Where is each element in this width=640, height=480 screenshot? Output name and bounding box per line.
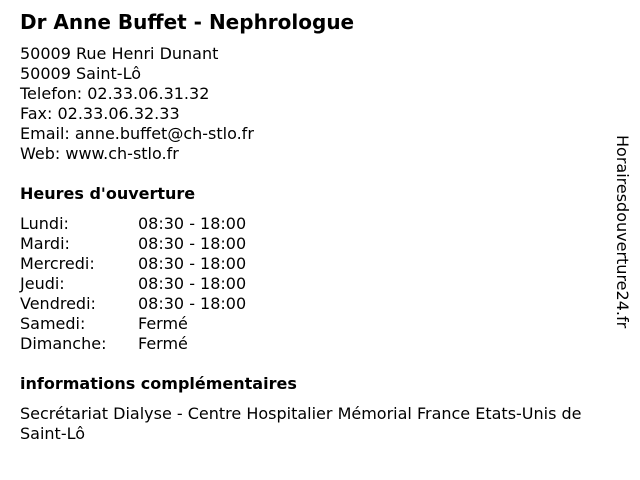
page-title: Dr Anne Buffet - Nephrologue [20, 10, 355, 34]
day-label: Lundi: [20, 214, 69, 233]
time-value: Fermé [138, 334, 188, 353]
time-value: 08:30 - 18:00 [138, 234, 247, 253]
time-value: 08:30 - 18:00 [138, 274, 247, 293]
site-watermark: Horairesdouverture24.fr [613, 135, 632, 329]
opening-hours-table [20, 214, 246, 354]
day-label: Samedi: [20, 314, 86, 333]
day-label: Mardi: [20, 234, 70, 253]
day-label: Jeudi: [20, 274, 65, 293]
city-line: 50009 Saint-Lô [20, 64, 141, 83]
day-label: Vendredi: [20, 294, 96, 313]
time-value: 08:30 - 18:00 [138, 214, 247, 233]
additional-info-heading: informations complémentaires [20, 374, 297, 393]
hours-row-wednesday [20, 254, 246, 274]
time-value: 08:30 - 18:00 [138, 294, 247, 313]
day-label: Dimanche: [20, 334, 107, 353]
contact-block [20, 44, 254, 164]
fax-line: Fax: 02.33.06.32.33 [20, 104, 180, 123]
email-line: Email: anne.buffet@ch-stlo.fr [20, 124, 254, 143]
hours-row-sunday [20, 334, 246, 354]
additional-info-text: Secrétariat Dialyse - Centre Hospitalier Mémorial France Etats-Unis de Saint-Lô [20, 404, 582, 443]
hours-row-thursday [20, 274, 246, 294]
hours-row-saturday [20, 314, 246, 334]
opening-hours-heading: Heures d'ouverture [20, 184, 196, 203]
hours-row-monday [20, 214, 246, 234]
phone-line: Telefon: 02.33.06.31.32 [20, 84, 210, 103]
address-line: 50009 Rue Henri Dunant [20, 44, 219, 63]
web-line: Web: www.ch-stlo.fr [20, 144, 179, 163]
hours-row-friday [20, 294, 246, 314]
hours-row-tuesday [20, 234, 246, 254]
day-label: Mercredi: [20, 254, 95, 273]
time-value: 08:30 - 18:00 [138, 254, 247, 273]
time-value: Fermé [138, 314, 188, 333]
